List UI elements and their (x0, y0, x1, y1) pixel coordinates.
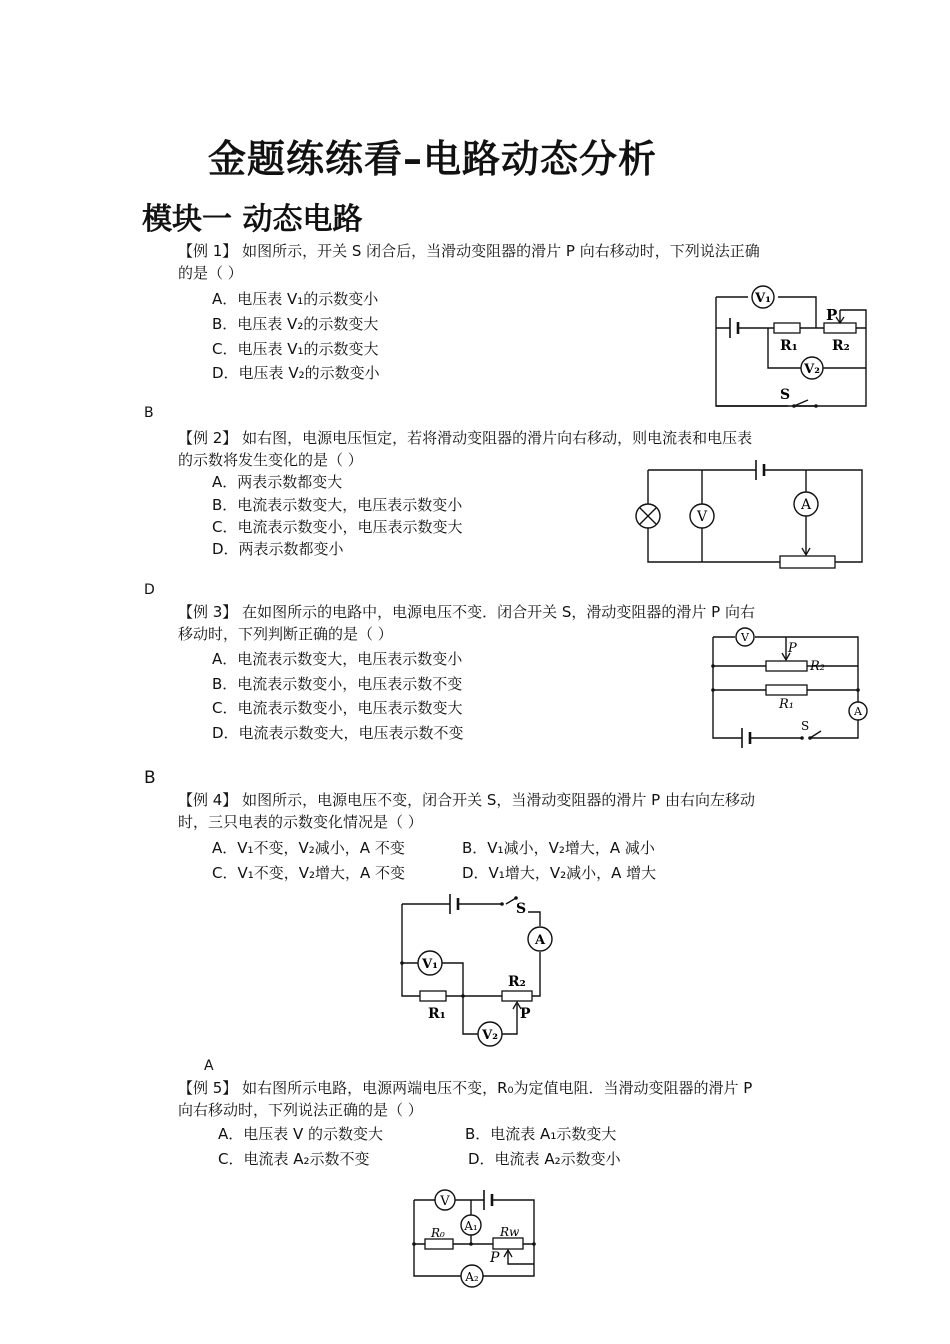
question-3-answer: B (144, 768, 156, 788)
q3-v-label: V (741, 631, 749, 644)
question-3-option-b: B．电流表示数变小，电压表示数不变 (212, 675, 463, 693)
q3-a-label: A (854, 705, 862, 718)
q4-v2-label: V₂ (482, 1028, 498, 1043)
question-2-option-c: C．电流表示数变小，电压表示数变大 (212, 518, 463, 536)
q5-a2-label: A₂ (465, 1270, 479, 1284)
q4-p-label: P (520, 1006, 531, 1022)
q3-r2-label: R₂ (810, 659, 825, 674)
question-4-stem-line-2: 时，三只电表的示数变化情况是（ ） (178, 813, 423, 831)
q2-a-label: A (800, 497, 812, 513)
q4-r2-label: R₂ (508, 974, 526, 990)
page-title: 金题练练看–电路动态分析 (208, 137, 658, 181)
q5-v-label: V (440, 1194, 450, 1209)
question-4-option-c: C．V₁不变，V₂增大，A 不变 (212, 864, 406, 882)
question-4-option-a: A．V₁不变，V₂减小，A 不变 (212, 839, 405, 857)
q3-r1-label: R₁ (779, 697, 794, 712)
q1-v1-label: V₁ (755, 291, 771, 306)
question-3-circuit-diagram (706, 626, 876, 748)
question-1-answer: B (144, 405, 154, 421)
question-1-stem-line-1: 【例 1】 如图所示，开关 S 闭合后，当滑动变阻器的滑片 P 向右移动时，下列说法正确 (178, 242, 760, 260)
question-4-stem-line-1: 【例 4】 如图所示，电源电压不变，闭合开关 S，当滑动变阻器的滑片 P 由右向左移动 (178, 791, 755, 809)
question-2-option-a: A．两表示数都变大 (212, 473, 343, 491)
q2-v-label: V (696, 509, 708, 525)
question-2-circuit-diagram (630, 458, 870, 573)
q3-s-label: S (801, 719, 810, 733)
question-5-option-c: C．电流表 A₂示数不变 (218, 1150, 370, 1168)
q1-s-label: S (780, 387, 791, 403)
q5-rw-label: Rw (500, 1225, 520, 1239)
question-2-stem-line-1: 【例 2】 如右图，电源电压恒定，若将滑动变阻器的滑片向右移动，则电流表和电压表 (178, 429, 753, 447)
question-2-option-d: D．两表示数都变小 (212, 540, 344, 558)
question-1-option-a: A．电压表 V₁的示数变小 (212, 290, 379, 308)
question-5-circuit-diagram (404, 1186, 544, 1286)
module-heading: 模块一 动态电路 (142, 202, 363, 237)
question-1-circuit-diagram (708, 282, 873, 412)
q1-v2-label: V₂ (804, 362, 820, 377)
question-4-circuit-diagram (398, 894, 558, 1054)
question-4-option-d: D．V₁增大，V₂减小，A 增大 (462, 864, 657, 882)
question-5-option-a: A．电压表 V 的示数变大 (218, 1125, 384, 1143)
question-3-stem-line-2: 移动时，下列判断正确的是（ ） (178, 625, 393, 643)
question-1-option-c: C．电压表 V₁的示数变大 (212, 340, 379, 358)
question-3-stem-line-1: 【例 3】 在如图所示的电路中，电源电压不变．闭合开关 S，滑动变阻器的滑片 P 向右 (178, 603, 755, 621)
question-4-answer: A (204, 1058, 214, 1074)
question-2-stem-line-2: 的示数将发生变化的是（ ） (178, 451, 363, 469)
q3-p-label: P (788, 641, 797, 656)
question-1-option-d: D．电压表 V₂的示数变小 (212, 364, 380, 382)
q1-r2-label: R₂ (832, 338, 850, 354)
q1-r1-label: R₁ (780, 338, 798, 354)
question-5-option-d: D．电流表 A₂示数变小 (468, 1150, 621, 1168)
question-3-option-c: C．电流表示数变小，电压表示数变大 (212, 699, 463, 717)
question-5-stem-line-2: 向右移动时，下列说法正确的是（ ） (178, 1101, 423, 1119)
question-3-option-d: D．电流表示数变大，电压表示数不变 (212, 724, 464, 742)
question-1-option-b: B．电压表 V₂的示数变大 (212, 315, 379, 333)
q4-r1-label: R₁ (428, 1006, 446, 1022)
question-2-option-b: B．电流表示数变大，电压表示数变小 (212, 496, 463, 514)
q1-p-label: P (826, 306, 838, 324)
question-1-stem-line-2: 的是（ ） (178, 264, 243, 282)
question-5-option-b: B．电流表 A₁示数变大 (465, 1125, 617, 1143)
q4-s-label: S (516, 901, 527, 917)
q4-a-label: A (534, 933, 546, 948)
question-2-answer: D (144, 582, 155, 598)
question-5-stem-line-1: 【例 5】 如右图所示电路，电源两端电压不变，R₀为定值电阻．当滑动变阻器的滑片 P (178, 1079, 753, 1097)
q5-p-label: P (490, 1250, 500, 1266)
q5-a1-label: A₁ (464, 1219, 478, 1233)
question-4-option-b: B．V₁减小，V₂增大，A 减小 (462, 839, 655, 857)
question-3-option-a: A．电流表示数变大，电压表示数变小 (212, 650, 463, 668)
q4-v1-label: V₁ (422, 957, 438, 972)
q5-r0-label: R₀ (431, 1226, 445, 1240)
